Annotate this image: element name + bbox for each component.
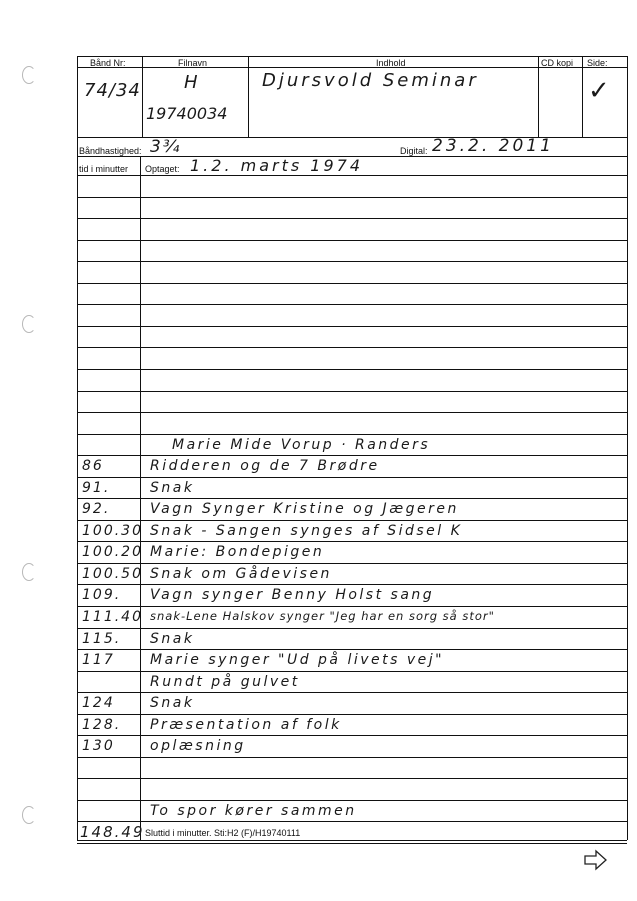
row-time: 100.50 <box>82 566 143 582</box>
value-filnavn-top: H <box>184 72 200 93</box>
row-line <box>77 283 627 284</box>
label-indhold: Indhold <box>376 58 406 68</box>
label-side: Side: <box>587 58 608 68</box>
frame-top <box>77 56 627 57</box>
label-baandhastighed: Båndhastighed: <box>79 146 142 156</box>
label-cd-kopi: CD kopi <box>541 58 574 68</box>
value-indhold: Djursvold Seminar <box>262 70 479 91</box>
row-text: Vagn Synger Kristine og Jægeren <box>150 501 459 517</box>
row-line <box>77 434 627 435</box>
row-line <box>77 455 627 456</box>
row-line <box>77 477 627 478</box>
row-line <box>77 671 627 672</box>
col-divider-filnavn <box>142 56 143 137</box>
row-line <box>77 369 627 370</box>
row-text: To spor kører sammen <box>150 803 357 819</box>
row-time: 117 <box>82 652 115 668</box>
row-time: 115. <box>82 631 122 647</box>
row-line <box>77 735 627 736</box>
label-digital: Digital: <box>400 146 428 156</box>
row-time: 111.40 <box>82 609 143 625</box>
row-line <box>77 218 627 219</box>
optaget-row-bottom <box>77 175 627 176</box>
row-line <box>77 391 627 392</box>
row-line <box>77 821 627 822</box>
row-time: 109. <box>82 587 122 603</box>
row-line <box>77 412 627 413</box>
label-optaget: Optaget: <box>145 164 180 174</box>
row-line <box>77 649 627 650</box>
footer-label: Sluttid i minutter. Sti:H2 (F)/H19740111 <box>145 828 301 838</box>
row-time: 124 <box>82 695 115 711</box>
row-time: 86 <box>82 458 104 474</box>
row-line <box>77 520 627 521</box>
footer-time: 148.49 <box>80 823 145 841</box>
value-digital: 23.2. 2011 <box>432 136 554 156</box>
value-optaget: 1.2. marts 1974 <box>190 156 363 175</box>
row-text: Snak <box>150 695 195 711</box>
row-text: snak-Lene Halskov synger "Jeg har en sorg så stor" <box>150 609 495 623</box>
row-time: 130 <box>82 738 115 754</box>
row-line <box>77 606 627 607</box>
row-time: 92. <box>82 501 111 517</box>
row-line <box>77 261 627 262</box>
row-text: Vagn synger Benny Holst sang <box>150 587 435 603</box>
row-time: 91. <box>82 480 111 496</box>
arrow-right-outline-icon[interactable] <box>584 849 608 871</box>
row-text: Snak - Sangen synges af Sidsel K <box>150 523 463 539</box>
row-time: 100.20 <box>82 544 143 560</box>
value-baand-nr: 74/34 <box>84 80 141 101</box>
row-line <box>77 692 627 693</box>
frame-right <box>627 56 628 840</box>
label-filnavn: Filnavn <box>178 58 208 68</box>
row-line <box>77 563 627 564</box>
row-text: Rundt på gulvet <box>150 674 300 690</box>
col-divider-indhold <box>248 56 249 137</box>
row-time: 100.30 <box>82 523 143 539</box>
row-line <box>77 541 627 542</box>
row-line <box>77 498 627 499</box>
row-line <box>77 197 627 198</box>
row-time: 128. <box>82 717 122 733</box>
row-line <box>77 584 627 585</box>
row-line <box>77 304 627 305</box>
row-line <box>77 628 627 629</box>
label-baand-nr: Bånd Nr: <box>90 58 126 68</box>
col-divider-side <box>582 56 583 137</box>
row-line <box>77 757 627 758</box>
row-line <box>77 347 627 348</box>
row-text: oplæsning <box>150 738 246 754</box>
row-line <box>77 326 627 327</box>
row-text: Marie Mide Vorup · Randers <box>172 437 431 453</box>
row-line <box>77 778 627 779</box>
label-tid-i-minutter: tid i minutter <box>79 164 129 174</box>
row-line <box>77 714 627 715</box>
value-side-mark: ✓ <box>588 76 612 106</box>
value-filnavn-bottom: 19740034 <box>146 104 228 123</box>
value-baandhastighed: 3¾ <box>150 137 182 157</box>
row-text: Snak om Gådevisen <box>150 566 332 582</box>
row-line <box>77 843 627 844</box>
col-divider-cdkopi <box>538 56 539 137</box>
row-text: Marie: Bondepigen <box>150 544 325 560</box>
row-line <box>77 800 627 801</box>
row-text: Præsentation af folk <box>150 717 342 733</box>
row-text: Snak <box>150 480 195 496</box>
row-line <box>77 240 627 241</box>
row-text: Marie synger "Ud på livets vej" <box>150 652 445 668</box>
frame-bottom <box>77 840 627 841</box>
row-text: Snak <box>150 631 195 647</box>
frame-left <box>77 56 78 840</box>
row-text: Ridderen og de 7 Brødre <box>150 458 380 474</box>
